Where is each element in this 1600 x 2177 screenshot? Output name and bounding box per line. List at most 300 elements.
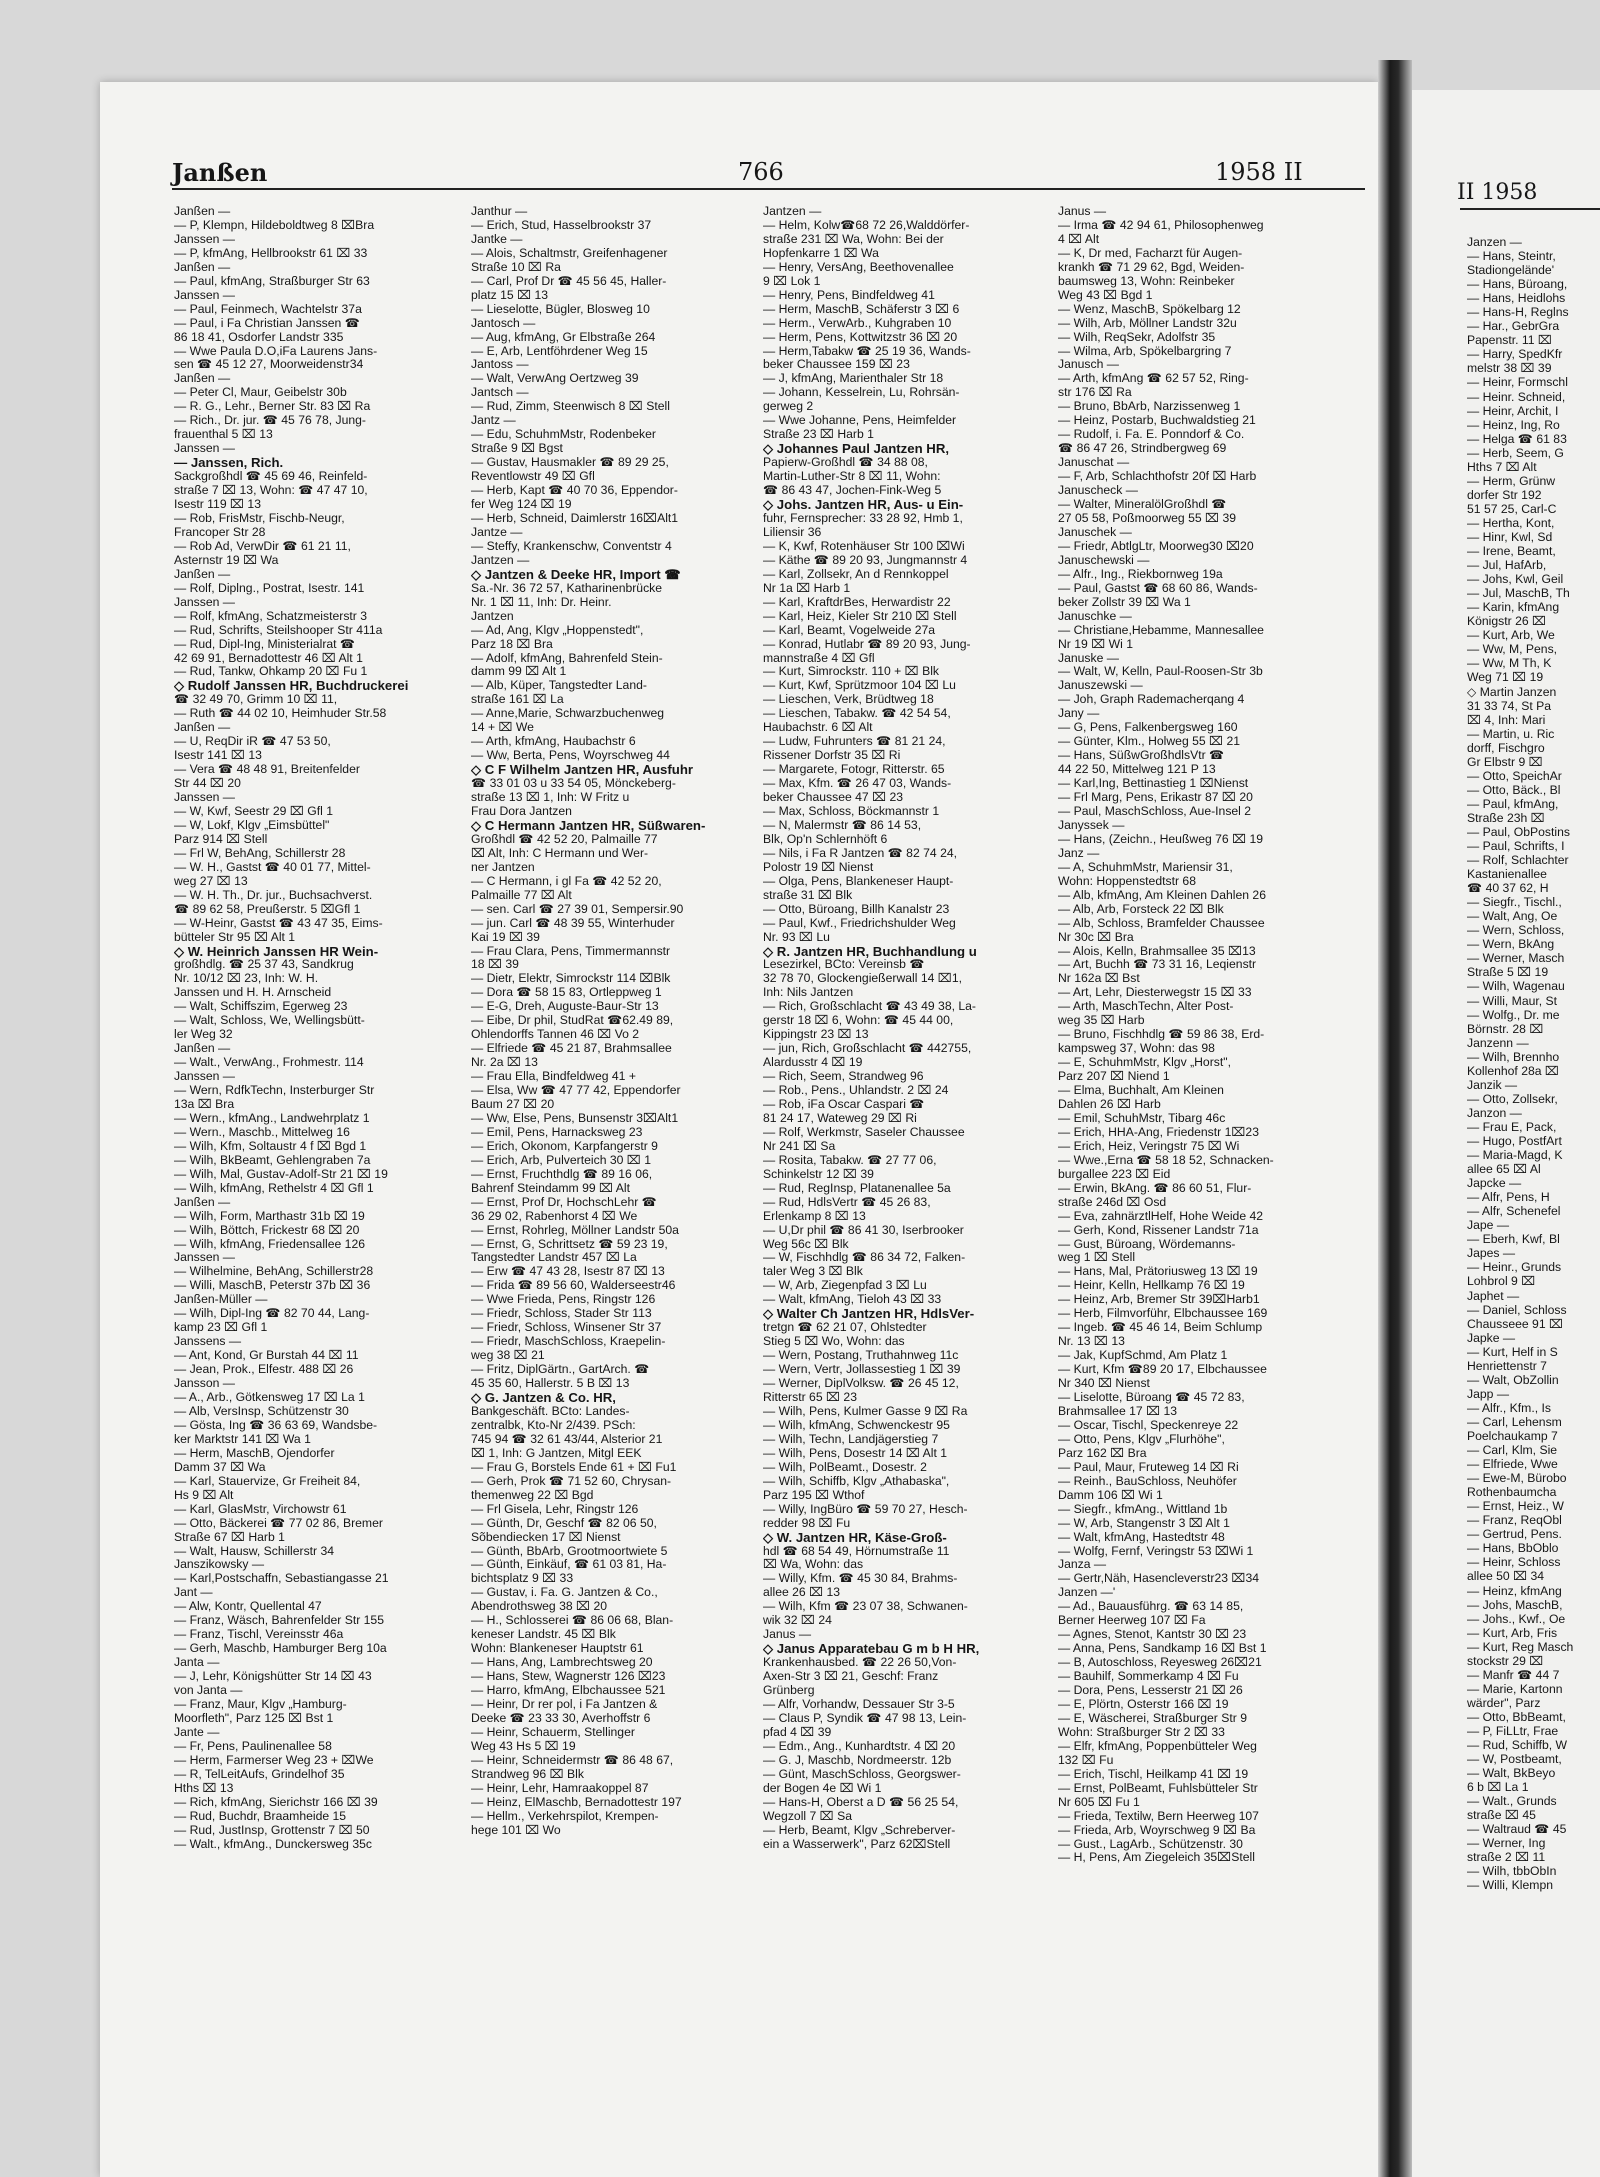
directory-line: — Otto, Pens, Klgv „Flurhöhe", [1058,1432,1225,1446]
directory-line: mannstraße 4 ⌧ Gfl [763,651,875,665]
directory-line: weg 1 ⌧ Stell [1058,1251,1136,1265]
directory-line: Janusch — [1058,358,1119,372]
directory-line: Weg 56c ⌧ Blk [763,1237,849,1251]
directory-line: 42 69 91, Bernadottestr 46 ⌧ Alt 1 [174,651,363,665]
directory-line: Parz 914 ⌧ Stell [174,832,268,846]
directory-line: — Frau Clara, Pens, Timmermannstr [471,944,671,958]
directory-line: straße 7 ⌧ 13, Wohn: ☎ 47 47 10, [174,484,368,498]
directory-line: — Günter, Klm., Holweg 55 ⌧ 21 [1058,735,1241,749]
directory-line: melstr 38 ⌧ 39 [1467,361,1552,376]
directory-line: — Ernst, G, Schrittsetz ☎ 59 23 19, [471,1237,668,1251]
directory-line: pfad 4 ⌧ 39 [763,1725,832,1739]
directory-line: — Gerh, Kond, Rissener Landstr 71a [1058,1223,1259,1237]
column-2 [471,205,756,1838]
directory-line: Damm 37 ⌧ Wa [174,1460,266,1474]
directory-line: — Alfr, Pens, H [1467,1190,1550,1205]
directory-line: Janzen —' [1058,1586,1116,1600]
directory-line: Japhet — [1467,1288,1520,1303]
directory-line: — Ernst, Rohrleg, Möllner Landstr 50a [471,1223,679,1237]
directory-line: — Günth, BbArb, Grootmoortwiete 5 [471,1544,668,1558]
directory-line: — Erwin, BkAng. ☎ 86 60 51, Flur- [1058,1181,1252,1195]
directory-line: — Maria-Magd, K [1467,1148,1563,1163]
directory-line: — Wern, RdfkTechn, Insterburger Str [174,1084,375,1098]
directory-line: — U, ReqDir iR ☎ 47 53 50, [174,735,331,749]
directory-line: Weg 71 ⌧ 19 [1467,670,1544,685]
directory-line: — Wwe.,Erna ☎ 58 18 52, Schnacken- [1058,1153,1274,1167]
directory-line: — Wilh, ReqSekr, Adolfstr 35 [1058,330,1216,344]
directory-line: — Wilh, BkBeamt, Gehlengraben 7a [174,1153,371,1167]
directory-line: — Alb, Schloss, Bramfelder Chaussee [1058,916,1265,930]
directory-line: Janyssek — [1058,818,1125,832]
directory-line: — G, Pens, Falkenbergsweg 160 [1058,721,1238,735]
directory-line: Dahlen 26 ⌧ Harb [1058,1098,1161,1111]
directory-line: — Wilh, Brennho [1467,1049,1560,1064]
directory-line: — Henry, Pens, Bindfeldweg 41 [763,288,935,302]
directory-line: — W, Kwf, Seestr 29 ⌧ Gfl 1 [174,804,333,818]
directory-line: Henriettenstr 7 [1467,1358,1547,1373]
directory-line: Str 44 ⌧ 20 [174,777,241,791]
directory-line: — Paul, Feinmech, Wachtelstr 37a [174,302,362,316]
directory-line: kampsweg 37, Wohn: das 98 [1058,1042,1215,1056]
directory-line: — W, Fischhdlg ☎ 86 34 72, Falken- [763,1251,966,1265]
directory-line: Jantsch — [471,386,529,400]
directory-line: Rothenbaumcha [1467,1485,1557,1500]
directory-line: — Rich., Dr. jur. ☎ 45 76 78, Jung- [174,414,366,428]
directory-line: — Paul, Maur, Fruteweg 14 ⌧ Ri [1058,1460,1239,1474]
directory-line: Inh: Nils Jantzen [763,986,854,1000]
directory-line: kamp 23 ⌧ Gfl 1 [174,1321,268,1335]
directory-line: — Erw ☎ 47 43 28, Isestr 87 ⌧ 13 [471,1265,665,1279]
directory-line: Janßen — [174,205,231,218]
directory-line: — Dietr, Elektr, Simrockstr 114 ⌧Blk [471,972,671,986]
directory-line: — Lieschen, Tabakw. ☎ 42 54 54, [763,707,951,721]
directory-line: Straße 23 ⌧ Harb 1 [763,428,874,442]
directory-line: ☎ 89 62 58, Preußerstr. 5 ⌧Gfl 1 [174,902,361,916]
directory-line: — Walt, Hausw, Schillerstr 34 [174,1544,335,1558]
directory-line: — Wwe Johanne, Pens, Heimfelder [763,414,957,428]
directory-line: — Janssen, Rich. [174,456,284,471]
directory-line: — Otto, Bäckerei ☎ 77 02 86, Bremer [174,1516,383,1530]
directory-line: keneser Landstr. 45 ⌧ Blk [471,1628,616,1642]
directory-line: Kastanienallee [1467,867,1547,882]
directory-line: — Herb, Schneid, Daimlerstr 16⌧Alt1 [471,511,679,525]
directory-line: — Alb, VersInsp, Schützenstr 30 [174,1404,349,1418]
directory-line: — Herb, Kapt ☎ 40 70 36, Eppendor- [471,484,678,498]
book-gutter [1378,60,1412,2177]
directory-line: Hths 7 ⌧ Alt [1467,459,1537,474]
directory-line: — Gerh, Prok ☎ 71 52 60, Chrysan- [471,1474,672,1488]
directory-line: Janus — [1058,205,1107,218]
directory-line: — Heinr, Schneidermstr ☎ 86 48 67, [471,1753,674,1767]
directory-line: Nr. 1 ⌧ 11, Inh: Dr. Heinr. [471,595,612,609]
directory-line: — Franz, Maur, Klgv „Hamburg- [174,1697,347,1711]
directory-line: — Frida ☎ 89 56 60, Walderseestr46 [471,1279,676,1293]
directory-line: Bankgeschäft. BCto: Landes- [471,1404,630,1418]
directory-line: Wegzoll 7 ⌧ Sa [763,1809,853,1823]
directory-line: Straße 9 ⌧ Bgst [471,442,563,456]
directory-line: — Karl, Beamt, Vogelweide 27a [763,623,936,637]
directory-line: krankh ☎ 71 29 62, Bgd, Weiden- [1058,260,1245,274]
directory-line: ◇ Rudolf Janssen HR, Buchdruckerei [174,679,409,694]
directory-line: Japp — [1467,1386,1510,1401]
directory-line: — Wern, BkAng [1467,937,1555,952]
directory-line: bütteler Str 95 ⌧ Alt 1 [174,930,296,944]
directory-line: Janßen — [174,721,231,735]
directory-line: Weg 43 ⌧ Bgd 1 [1058,288,1153,302]
directory-line: — Ewe-M, Bürobo [1467,1471,1567,1486]
directory-line: Kollenhof 28a ⌧ [1467,1063,1559,1078]
directory-line: — Fritz, DiplGärtn., GartArch. ☎ [471,1363,650,1377]
directory-line: — Kurt, Kwf, Sprützmoor 104 ⌧ Lu [763,679,956,693]
directory-line: — Alois, Kelln, Brahmsallee 35 ⌧13 [1058,944,1256,958]
directory-line: Parz 195 ⌧ Wthof [763,1488,865,1502]
directory-line: platz 15 ⌧ 13 [471,288,549,302]
directory-line: — Hinr, Kwl, Sd [1467,529,1553,544]
directory-line: — Günt, MaschSchloss, Georgswer- [763,1767,961,1781]
directory-line: — Wilma, Arb, Spökelbargring 7 [1058,344,1232,358]
directory-line: Francoper Str 28 [174,525,266,539]
directory-line: — Karin, kfmAng [1467,600,1560,615]
directory-line: — Frieda, Textilw, Bern Heerweg 107 [1058,1809,1259,1823]
directory-line: — Heinr, Schauerm, Stellinger [471,1725,635,1739]
directory-line: — Willy, IngBüro ☎ 59 70 27, Hesch- [763,1502,968,1516]
directory-line: ◇ C Hermann Jantzen HR, Süßwaren- [471,818,706,833]
directory-line: Nr 241 ⌧ Sa [763,1139,836,1153]
directory-line: — Friedr, AbtlgLtr, Moorweg30 ⌧20 [1058,539,1254,553]
directory-line: — Rich, Großschlacht ☎ 43 49 38, La- [763,1000,976,1014]
directory-line: — Hans, Büroang, [1467,277,1568,292]
directory-line: Janssen — [174,442,235,456]
directory-line: — Walt, kfmAng, Tieloh 43 ⌧ 33 [763,1293,942,1307]
directory-line: — Nils, i Fa R Jantzen ☎ 82 74 24, [763,846,958,860]
directory-line: — Franz, ReqObl [1467,1513,1562,1528]
directory-line: — Rob, iFa Oscar Caspari ☎ [763,1098,925,1111]
directory-line: — Hans, Steintr, [1467,249,1556,264]
directory-line: — W, Arb, Ziegenpfad 3 ⌧ Lu [763,1279,927,1293]
directory-line: — Max, Schloss, Böckmannstr 1 [763,804,940,818]
column-3 [763,205,1048,1851]
directory-line: — Alb, Küper, Tangstedter Land- [471,679,647,693]
directory-line: — Karl, Heiz, Kieler Str 210 ⌧ Stell [763,609,957,623]
directory-line: — Gust, Büroang, Wördemanns- [1058,1237,1236,1251]
directory-line: Janßen — [174,260,231,274]
directory-line: Nr 162a ⌧ Bst [1058,972,1140,986]
directory-line: — Ww, Else, Pens, Bunsenstr 3⌧Alt1 [471,1111,679,1125]
directory-line: — Elsa, Ww ☎ 47 77 42, Eppendorfer [471,1084,681,1098]
directory-line: Jantosch — [471,316,536,330]
directory-line: — Edm., Ang., Kunhardtstr. 4 ⌧ 20 [763,1739,956,1753]
directory-line: — Ant, Kond, Gr Burstah 44 ⌧ 11 [174,1349,359,1363]
directory-line: — Johs., Kwf., Oe [1467,1611,1566,1626]
directory-line: — Art, Lehr, Diesterwegstr 15 ⌧ 33 [1058,986,1252,1000]
directory-line: Sa.-Nr. 36 72 57, Katharinenbrücke [471,581,663,595]
directory-line: — Wilh, Form, Marthastr 31b ⌧ 19 [174,1209,365,1223]
directory-line: — Rich, Seem, Strandweg 96 [763,1070,924,1084]
directory-line: Hths ⌧ 13 [174,1781,234,1795]
directory-line: — Wern, Postang, Truthahnweg 11c [763,1349,959,1363]
directory-line: Janssen — [174,595,235,609]
directory-line: fer Weg 124 ⌧ 19 [471,498,572,512]
directory-line: — Art, Buchh ☎ 73 31 16, Leqienstr [1058,958,1257,972]
directory-line: beker Chaussee 47 ⌧ 23 [763,791,904,805]
directory-line: wärder", Parz [1467,1695,1541,1710]
directory-line: — Hans, BbOblo [1467,1541,1559,1556]
adjacent-header-rule [1460,208,1600,210]
directory-line: Sackgroßhdl ☎ 45 69 46, Reinfeld- [174,470,368,484]
directory-line: 86 18 41, Osdorfer Landstr 335 [174,330,344,344]
directory-line: — Kurt, Kfm ☎89 20 17, Elbchaussee [1058,1363,1267,1377]
directory-line: — Rud, Zimm, Steenwisch 8 ⌧ Stell [471,400,670,414]
directory-line: — A., Arb., Götkensweg 17 ⌧ La 1 [174,1391,365,1405]
directory-line: — Gust., LagArb., Schützenstr. 30 [1058,1837,1243,1851]
directory-line: Nr 1a ⌧ Harb 1 [763,581,851,595]
directory-line: — Wern, Vertr, Jollassestieg 1 ⌧ 39 [763,1363,961,1377]
directory-line: straße 13 ⌧ 1, Inh: W Fritz u [471,791,630,805]
directory-line: — Wilh, Arb, Möllner Landstr 32u [1058,316,1237,330]
directory-line: — Wwe Frieda, Pens, Ringstr 126 [471,1293,656,1307]
directory-line: — Wilh, kfmAng, Friedensallee 126 [174,1237,366,1251]
directory-line: — Wolfg, Fernf, Veringstr 53 ⌧Wi 1 [1058,1544,1254,1558]
directory-line: — Heinr, Kelln, Hellkamp 76 ⌧ 19 [1058,1279,1245,1293]
directory-line: Bahrenf Steindamm 99 ⌧ Alt [471,1181,631,1195]
directory-line: Wohn: Straßburger Str 2 ⌧ 33 [1058,1725,1225,1739]
directory-line: Janus — [763,1628,812,1642]
directory-line: damm 99 ⌧ Alt 1 [471,665,567,679]
directory-line: — Gustav, i. Fa. G. Jantzen & Co., [471,1586,658,1600]
directory-line: 14 + ⌧ We [471,721,534,735]
directory-line: Börnstr. 28 ⌧ [1467,1021,1544,1036]
directory-line: — Ww, M, Pens, [1467,642,1558,657]
directory-line: — Willi, MaschB, Peterstr 37b ⌧ 36 [174,1279,371,1293]
directory-line: Janssen — [174,1251,235,1265]
directory-line: Ohlendorffs Tannen 46 ⌧ Vo 2 [471,1028,640,1042]
directory-line: ker Marktstr 141 ⌧ Wa 1 [174,1432,311,1446]
directory-line: allee 65 ⌧ Al [1467,1162,1541,1177]
directory-line: Nr 19 ⌧ Wi 1 [1058,637,1133,651]
directory-line: str 176 ⌧ Ra [1058,386,1132,400]
directory-line: Nr 605 ⌧ Fu 1 [1058,1795,1140,1809]
directory-line: beker Zollstr 39 ⌧ Wa 1 [1058,595,1191,609]
directory-line: — Herm, MaschB, Schäferstr 3 ⌧ 6 [763,302,960,316]
directory-line: — Wilh, Wagenau [1467,979,1565,994]
directory-line: Jantoss — [471,358,529,372]
column-1 [174,205,459,1851]
directory-line: — Anna, Pens, Sandkamp 16 ⌧ Bst 1 [1058,1642,1267,1656]
directory-line: Janßen — [174,1195,231,1209]
directory-line: — Ruth ☎ 44 02 10, Heimhuder Str.58 [174,707,387,721]
directory-line: — Wilh, Dipl-Ing ☎ 82 70 44, Lang- [174,1307,370,1321]
directory-line: baumsweg 13, Wohn: Reinbeker [1058,274,1235,288]
directory-line: Janzon — [1467,1105,1522,1120]
directory-line: Liliensir 36 [763,525,822,539]
directory-line: — Rob., Pens., Uhlandstr. 2 ⌧ 24 [763,1084,949,1098]
directory-line: — Heinz, kfmAng [1467,1583,1562,1598]
directory-line: — Wern, Schloss, [1467,923,1565,938]
directory-line: — Rolf, Schlachter [1467,853,1569,868]
directory-line: Parz 207 ⌧ Niend 1 [1058,1070,1170,1084]
directory-line: — Heinr., Grunds [1467,1260,1562,1275]
directory-line: ◇ Johannes Paul Jantzen HR, [763,442,950,457]
directory-line: — Herb, Beamt, Klgv „Schreberver- [763,1823,956,1837]
directory-line: — Helga ☎ 61 83 [1467,431,1567,446]
directory-line: 13a ⌧ Bra [174,1098,235,1111]
directory-line: straße ⌧ 45 [1467,1808,1536,1823]
directory-line: — Heinr, Lehr, Hamraakoppel 87 [471,1781,649,1795]
directory-line: — Alfr, Schenefel [1467,1204,1561,1219]
page-header-name: Janßen [172,158,268,187]
directory-line: ◇ Janus Apparatebau G m b H HR, [763,1642,980,1657]
directory-line: — Heinr. Schneid, [1467,389,1566,404]
directory-line: Tangstedter Landstr 457 ⌧ La [471,1251,637,1265]
directory-line: — Jul, HafArb, [1467,558,1547,573]
directory-line: — Arth, kfmAng ☎ 62 57 52, Ring- [1058,372,1249,386]
directory-line: — K, Dr med, Facharzt für Augen- [1058,246,1243,260]
directory-line: — Walt., VerwAng., Frohmestr. 114 [174,1056,364,1070]
directory-line: — Frau Ella, Bindfeldweg 41 + [471,1070,636,1084]
directory-line: straße 231 ⌧ Wa, Wohn: Bei der [763,232,944,246]
directory-line: — Anne,Marie, Schwarzbuchenweg [471,707,665,721]
directory-line: — Paul, i Fa Christian Janssen ☎ [174,316,360,330]
directory-line: — Wilh, PolBeamt., Dosestr. 2 [763,1460,927,1474]
directory-line: frauenthal 5 ⌧ 13 [174,428,273,442]
directory-line: — Erich, Okonom, Karpfangerstr 9 [471,1139,658,1153]
directory-line: — Paul, kfmAng, [1467,796,1559,811]
directory-line: — Otto, Büroang, Billh Kanalstr 23 [763,902,950,916]
directory-line: — jun, Rich, Großschlacht ☎ 442755, [763,1042,972,1056]
directory-line: — H, Pens, Am Ziegeleich 35⌧Stell [1058,1851,1255,1865]
directory-line: Janßen — [174,567,231,581]
directory-line: ◇ G. Jantzen & Co. HR, [471,1391,616,1405]
directory-line: ⌧ 1, Inh: G Jantzen, Mitgl EEK [471,1446,642,1460]
directory-line: ◇ Jantzen & Deeke HR, Import ☎ [471,567,681,582]
directory-line: Lohbrol 9 ⌧ [1467,1274,1536,1289]
directory-line: Axen-Str 3 ⌧ 21, Geschf: Franz [763,1670,939,1684]
directory-line: 81 24 17, Wateweg 29 ⌧ Ri [763,1111,917,1125]
directory-line: — Alfr, Vorhandw, Dessauer Str 3-5 [763,1697,955,1711]
directory-line: Blk, Op'n Schlernhöft 6 [763,832,888,846]
directory-line: — Wilh, Pens, Kulmer Gasse 9 ⌧ Ra [763,1404,968,1418]
directory-line: Wohn: Blankeneser Hauptstr 61 [471,1642,644,1656]
directory-line: — Willi, Klempn [1467,1878,1554,1893]
directory-line: — Lieschen, Verk, Brüdtweg 18 [763,693,934,707]
directory-line: — Hans, Stew, Wagnerstr 126 ⌧23 [471,1670,666,1684]
directory-line: Lesezirkel, BCto: Vereinsb ☎ [763,958,925,972]
directory-line: — Herm, Farmerser Weg 23 + ⌧We [174,1753,374,1767]
directory-line: allee 50 ⌧ 34 [1467,1569,1545,1584]
directory-line: — A, SchuhmMstr, Mariensir 31, [1058,860,1233,874]
directory-line: — Irma ☎ 42 94 61, Philosophenweg [1058,218,1264,232]
directory-line: — Siegfr., kfmAng., Wittland 1b [1058,1502,1228,1516]
directory-line: dorff, Fischgro [1467,740,1545,755]
directory-line: ◇ W. Heinrich Janssen HR Wein- [174,944,379,959]
directory-line: — Rud, JustInsp, Grottenstr 7 ⌧ 50 [174,1823,370,1837]
directory-line: ☎ 86 47 26, Strindbergweg 69 [1058,442,1227,456]
directory-line: — Gerh, Maschb, Hamburger Berg 10a [174,1642,387,1656]
directory-line: — Rud, Dipl-Ing, Ministerialrat ☎ [174,637,356,651]
directory-line: — Alw, Kontr, Quellental 47 [174,1600,322,1614]
directory-line: — E, SchuhmMstr, Klgv „Horst", [1058,1056,1231,1070]
directory-line: — W, Lokf, Klgv „Eimsbüttel" [174,818,330,832]
directory-line: — Rosita, Tabakw. ☎ 27 77 06, [763,1153,937,1167]
directory-line: Krankenhausbed. ☎ 22 26 50,Von- [763,1656,957,1670]
directory-line: — Paul, Kwf., Friedrichshulder Weg [763,916,956,930]
directory-line: Jantzen — [763,205,822,218]
directory-line: Straße 10 ⌧ Ra [471,260,561,274]
directory-line: — Heinz, Arb, Bremer Str 39⌧Harb1 [1058,1293,1260,1307]
directory-line: — Wern., kfmAng., Landwehrplatz 1 [174,1111,370,1125]
directory-line: ◇ C F Wilhelm Jantzen HR, Ausfuhr [471,763,694,778]
directory-line: Straße 67 ⌧ Harb 1 [174,1530,285,1544]
directory-line: Martin-Luther-Str 8 ⌧ 11, Wohn: [763,470,941,484]
directory-line: Papierw-Großhdl ☎ 34 88 08, [763,456,928,470]
directory-line: von Janta — [174,1684,243,1698]
directory-line: — Carl, Lehensm [1467,1414,1562,1429]
directory-line: ler Weg 32 [174,1028,233,1042]
directory-line: — Wenz, MaschB, Spökelbarg 12 [1058,302,1241,316]
directory-line: — Wilhelmine, BehAng, Schillerstr28 [174,1265,374,1279]
directory-line: — Rolf, Diplng., Postrat, Isestr. 141 [174,581,365,595]
header-rule [172,188,1365,190]
directory-line: Isestr 141 ⌧ 13 [174,749,262,763]
directory-line: — Ernst, Prof Dr, HochschLehr ☎ [471,1195,657,1209]
directory-line: straße 161 ⌧ La [471,693,564,707]
directory-line: — Wilh, Kfm, Soltaustr 4 f ⌧ Bgd 1 [174,1139,367,1153]
directory-line: Wohn: Hoppenstedtstr 68 [1058,874,1196,888]
directory-line: — Bauhilf, Sommerkamp 4 ⌧ Fu [1058,1670,1239,1684]
directory-line: — Heinz, Postarb, Buchwaldstieg 21 [1058,414,1256,428]
directory-line: — Harro, kfmAng, Elbchaussee 521 [471,1684,666,1698]
directory-line: — Karl, GlasMstr, Virchowstr 61 [174,1502,347,1516]
directory-line: — Paul, Gastst ☎ 68 60 86, Wands- [1058,581,1258,595]
directory-line: — P, Klempn, Hildeboldtweg 8 ⌧Bra [174,218,375,232]
directory-line: — Ingeb. ☎ 45 46 14, Beim Schlump [1058,1321,1263,1335]
directory-line: — Agnes, Stenot, Kantstr 30 ⌧ 23 [1058,1628,1247,1642]
directory-line: Nr 340 ⌧ Nienst [1058,1377,1150,1391]
directory-line: — Carl, Prof Dr ☎ 45 56 45, Haller- [471,274,667,288]
directory-line: Papenstr. 11 ⌧ [1467,333,1552,348]
directory-line: ☎ 32 49 70, Grimm 10 ⌧ 11, [174,693,338,707]
directory-line: — Alois, Schaltmstr, Greifenhagener [471,246,668,260]
directory-line: Sõbendiecken 17 ⌧ Nienst [471,1530,621,1544]
directory-line: — Elma, Buchhalt, Am Kleinen [1058,1084,1224,1098]
directory-line: — Adolf, kfmAng, Bahrenfeld Stein- [471,651,663,665]
directory-line: — Werner, Masch [1467,951,1565,966]
directory-line: — Erich, HHA-Ang, Friedenstr 1⌧23 [1058,1125,1259,1139]
directory-line: — Max, Kfm. ☎ 26 47 03, Wands- [763,777,952,791]
directory-line: ◇ Walter Ch Jantzen HR, HdlsVer- [763,1307,975,1322]
directory-line: Stadiongelände' [1467,263,1555,278]
directory-line: — Hans, (Zeichn., Heußweg 76 ⌧ 19 [1058,832,1264,846]
directory-line: Janzen — [1467,235,1522,249]
directory-line: Janßen — [174,372,231,386]
directory-line: — Ernst, Heiz., W [1467,1499,1564,1514]
directory-line: — Gösta, Ing ☎ 36 63 69, Wandsbe- [174,1418,378,1432]
directory-line: — Otto, BbBeamt, [1467,1709,1566,1724]
directory-line: — Wilh, Schiffb, Klgv „Athabaska", [763,1474,950,1488]
page-header-year: 1958 II [1215,158,1303,186]
directory-line: — Werner, Ing [1467,1836,1546,1851]
directory-line: Hopfenkarre 1 ⌧ Wa [763,246,879,260]
directory-line: — Peter Cl, Maur, Geibelstr 30b [174,386,347,400]
directory-line: — Ad., Bauausführg. ☎ 63 14 85, [1058,1600,1244,1614]
directory-line: wik 32 ⌧ 24 [763,1614,832,1628]
directory-line: — Walter, MineralölGroßhdl ☎ [1058,498,1227,512]
directory-line: — Elfriede, Wwe [1467,1457,1558,1472]
directory-line: — Alb, Arb, Forsteck 22 ⌧ Blk [1058,902,1224,916]
directory-line: — Erich, Tischl, Heilkamp 41 ⌧ 19 [1058,1767,1249,1781]
directory-line: 4 ⌧ Alt [1058,232,1100,246]
directory-line: hege 101 ⌧ Wo [471,1823,561,1837]
